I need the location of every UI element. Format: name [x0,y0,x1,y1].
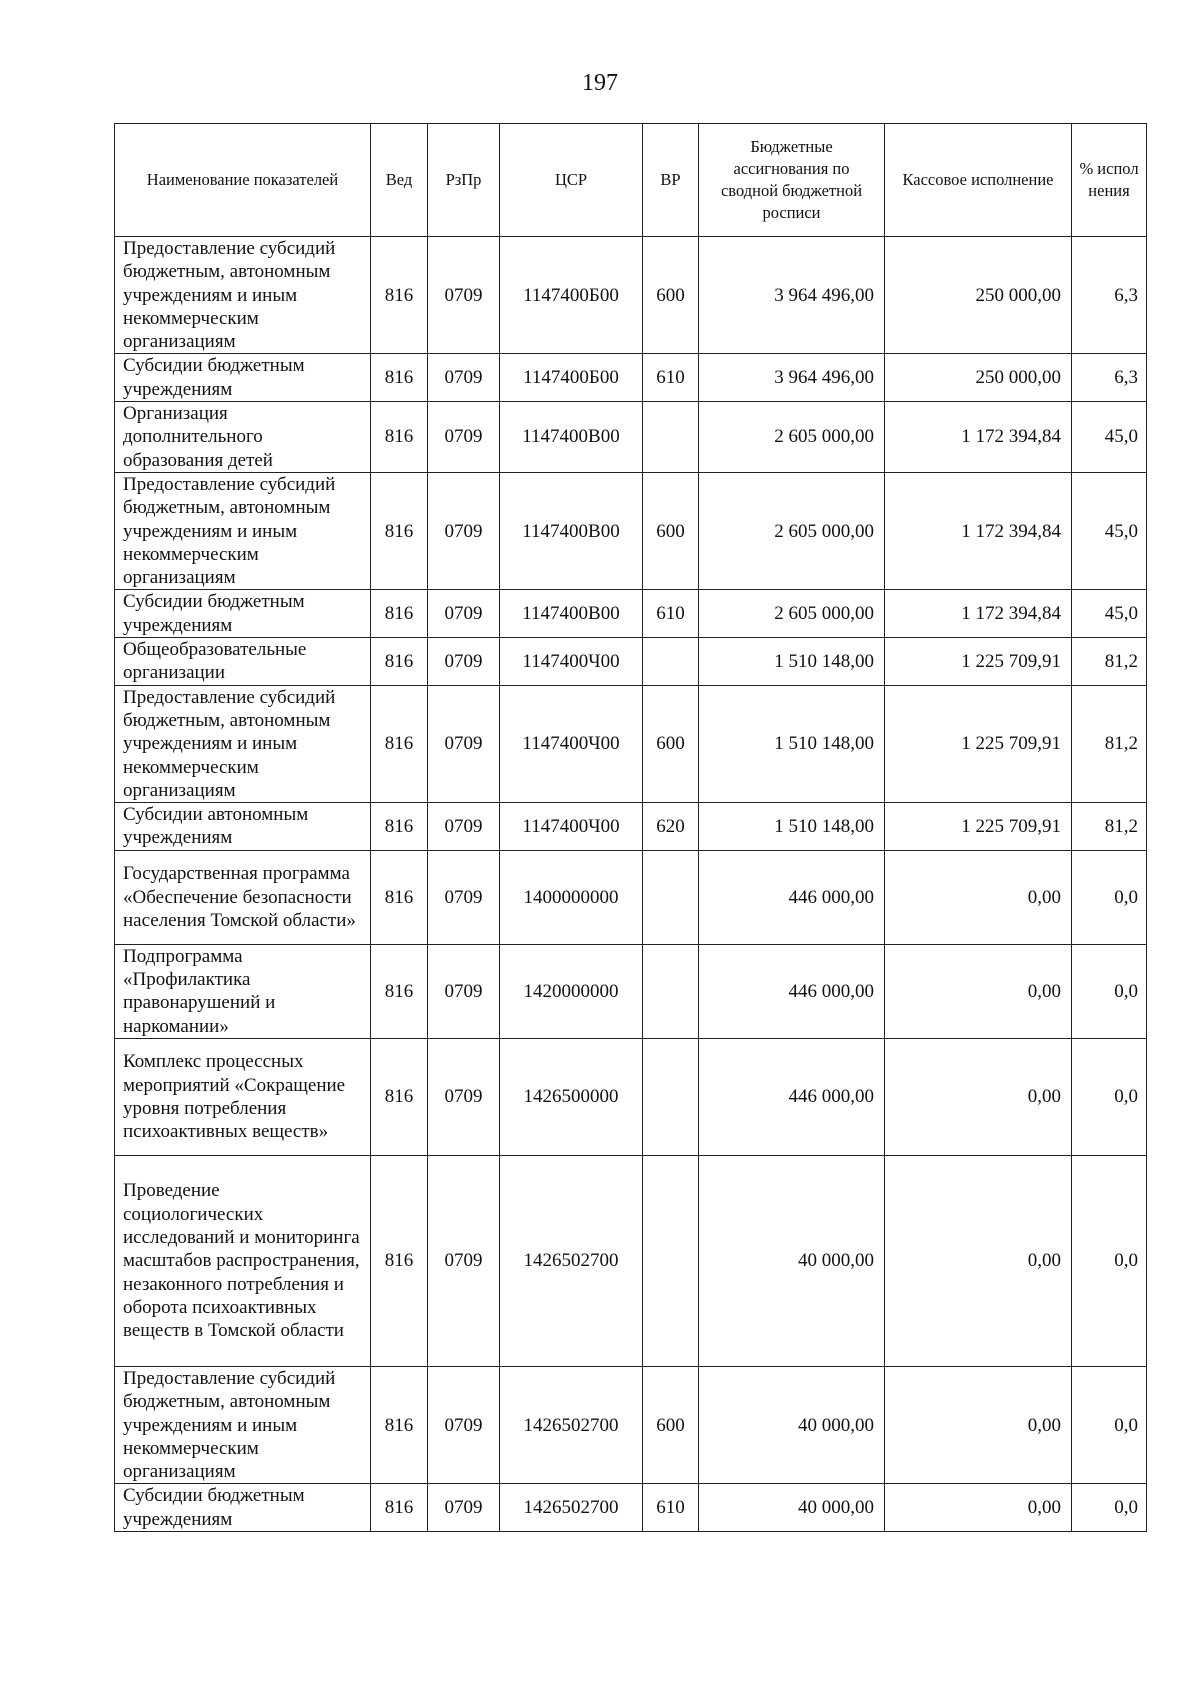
cell-vr [643,402,699,473]
cell-cash-execution: 0,00 [885,1484,1072,1532]
cell-rzpr: 0709 [428,1366,500,1483]
cell-rzpr: 0709 [428,237,500,354]
cell-percent: 0,0 [1072,1038,1147,1155]
cell-cash-execution: 1 225 709,91 [885,685,1072,802]
cell-cash-execution: 0,00 [885,850,1072,944]
cell-cash-execution: 0,00 [885,1038,1072,1155]
table-body [115,237,1147,1532]
cell-percent: 6,3 [1072,354,1147,402]
cell-percent: 0,0 [1072,850,1147,944]
cell-rzpr: 0709 [428,1038,500,1155]
cell-name: Субсидии автономным учреждениям [115,803,371,851]
cell-percent: 0,0 [1072,1484,1147,1532]
cell-rzpr: 0709 [428,1155,500,1366]
cell-assignments: 40 000,00 [699,1366,885,1483]
cell-percent: 45,0 [1072,402,1147,473]
cell-name: Комплекс процессных мероприятий «Сокращение уровня потребления психоактивных веществ» [115,1038,371,1155]
cell-csr: 1147400Б00 [500,237,643,354]
cell-vr: 610 [643,354,699,402]
cell-cash-execution: 0,00 [885,1155,1072,1366]
table-row [115,685,1147,802]
cell-assignments: 1 510 148,00 [699,685,885,802]
cell-rzpr: 0709 [428,803,500,851]
cell-assignments: 3 964 496,00 [699,354,885,402]
cell-percent: 0,0 [1072,1366,1147,1483]
cell-cash-execution: 1 225 709,91 [885,803,1072,851]
cell-cash-execution: 0,00 [885,1366,1072,1483]
cell-assignments: 3 964 496,00 [699,237,885,354]
cell-rzpr: 0709 [428,850,500,944]
cell-vr: 610 [643,590,699,638]
cell-ved: 816 [371,1155,428,1366]
cell-name: Предоставление субсидий бюджетным, автономным учреждениям и иным некоммерческим организациям [115,1366,371,1483]
cell-cash-execution: 1 172 394,84 [885,402,1072,473]
table-row [115,1366,1147,1483]
cell-percent: 0,0 [1072,944,1147,1038]
cell-vr [643,1155,699,1366]
cell-assignments: 1 510 148,00 [699,638,885,686]
table-row [115,850,1147,944]
table-row [115,237,1147,354]
cell-rzpr: 0709 [428,402,500,473]
cell-vr: 600 [643,685,699,802]
cell-csr: 1147400В00 [500,402,643,473]
cell-vr: 600 [643,237,699,354]
cell-ved: 816 [371,850,428,944]
cell-csr: 1426502700 [500,1366,643,1483]
cell-ved: 816 [371,354,428,402]
cell-vr [643,1038,699,1155]
cell-ved: 816 [371,402,428,473]
cell-ved: 816 [371,1366,428,1483]
cell-csr: 1147400Б00 [500,354,643,402]
cell-assignments: 1 510 148,00 [699,803,885,851]
cell-rzpr: 0709 [428,944,500,1038]
cell-cash-execution: 1 172 394,84 [885,590,1072,638]
cell-percent: 45,0 [1072,472,1147,589]
cell-name: Предоставление субсидий бюджетным, автономным учреждениям и иным некоммерческим организациям [115,472,371,589]
cell-ved: 816 [371,472,428,589]
cell-name: Общеобразовательные организации [115,638,371,686]
cell-ved: 816 [371,1038,428,1155]
table-row [115,1038,1147,1155]
cell-csr: 1147400Ч00 [500,685,643,802]
cell-percent: 6,3 [1072,237,1147,354]
cell-name: Проведение социологических исследований и мониторинга масштабов распространения, незаконного потребления и оборота психоактивных веществ в Томской области [115,1155,371,1366]
cell-name: Субсидии бюджетным учреждениям [115,354,371,402]
cell-ved: 816 [371,590,428,638]
cell-vr [643,638,699,686]
table-header-row [115,124,1147,237]
cell-assignments: 2 605 000,00 [699,402,885,473]
cell-assignments: 2 605 000,00 [699,472,885,589]
cell-csr: 1420000000 [500,944,643,1038]
table-row [115,354,1147,402]
cell-assignments: 40 000,00 [699,1484,885,1532]
cell-name: Государственная программа «Обеспечение безопасности населения Томской области» [115,850,371,944]
budget-execution-table [114,123,1147,1532]
cell-assignments: 2 605 000,00 [699,590,885,638]
cell-cash-execution: 0,00 [885,944,1072,1038]
header-cash-execution: Кассовое исполнение [885,124,1072,237]
cell-cash-execution: 1 225 709,91 [885,638,1072,686]
cell-rzpr: 0709 [428,1484,500,1532]
cell-vr [643,850,699,944]
cell-percent: 81,2 [1072,638,1147,686]
header-vr: ВР [643,124,699,237]
table-row [115,402,1147,473]
cell-percent: 81,2 [1072,803,1147,851]
cell-rzpr: 0709 [428,638,500,686]
header-assignments: Бюджетные ассигнования по сводной бюджетной росписи [699,124,885,237]
cell-cash-execution: 250 000,00 [885,237,1072,354]
cell-ved: 816 [371,944,428,1038]
table-row [115,1155,1147,1366]
cell-name: Предоставление субсидий бюджетным, автономным учреждениям и иным некоммерческим организациям [115,237,371,354]
cell-csr: 1426502700 [500,1155,643,1366]
cell-vr [643,944,699,1038]
header-ved: Вед [371,124,428,237]
cell-percent: 0,0 [1072,1155,1147,1366]
cell-assignments: 40 000,00 [699,1155,885,1366]
cell-rzpr: 0709 [428,354,500,402]
cell-vr: 600 [643,1366,699,1483]
table-row [115,638,1147,686]
page-number: 197 [582,70,618,96]
table-row [115,803,1147,851]
cell-vr: 600 [643,472,699,589]
cell-ved: 816 [371,1484,428,1532]
table-row [115,590,1147,638]
table-row [115,472,1147,589]
header-name: Наименование показателей [115,124,371,237]
table-row [115,944,1147,1038]
cell-ved: 816 [371,237,428,354]
cell-cash-execution: 250 000,00 [885,354,1072,402]
cell-csr: 1147400В00 [500,590,643,638]
cell-csr: 1147400Ч00 [500,638,643,686]
cell-ved: 816 [371,685,428,802]
cell-percent: 45,0 [1072,590,1147,638]
cell-csr: 1426502700 [500,1484,643,1532]
cell-name: Организация дополнительного образования детей [115,402,371,473]
cell-assignments: 446 000,00 [699,850,885,944]
cell-rzpr: 0709 [428,590,500,638]
cell-assignments: 446 000,00 [699,944,885,1038]
header-percent-execution: % испол нения [1072,124,1147,237]
cell-rzpr: 0709 [428,685,500,802]
cell-csr: 1426500000 [500,1038,643,1155]
cell-ved: 816 [371,803,428,851]
cell-csr: 1147400Ч00 [500,803,643,851]
cell-name: Предоставление субсидий бюджетным, автономным учреждениям и иным некоммерческим организациям [115,685,371,802]
cell-vr: 610 [643,1484,699,1532]
cell-assignments: 446 000,00 [699,1038,885,1155]
cell-rzpr: 0709 [428,472,500,589]
header-rzpr: РзПр [428,124,500,237]
cell-ved: 816 [371,638,428,686]
cell-name: Субсидии бюджетным учреждениям [115,1484,371,1532]
cell-csr: 1400000000 [500,850,643,944]
cell-name: Подпрограмма «Профилактика правонарушений и наркомании» [115,944,371,1038]
cell-name: Субсидии бюджетным учреждениям [115,590,371,638]
table-row [115,1484,1147,1532]
cell-percent: 81,2 [1072,685,1147,802]
cell-cash-execution: 1 172 394,84 [885,472,1072,589]
header-csr: ЦСР [500,124,643,237]
cell-vr: 620 [643,803,699,851]
cell-csr: 1147400В00 [500,472,643,589]
